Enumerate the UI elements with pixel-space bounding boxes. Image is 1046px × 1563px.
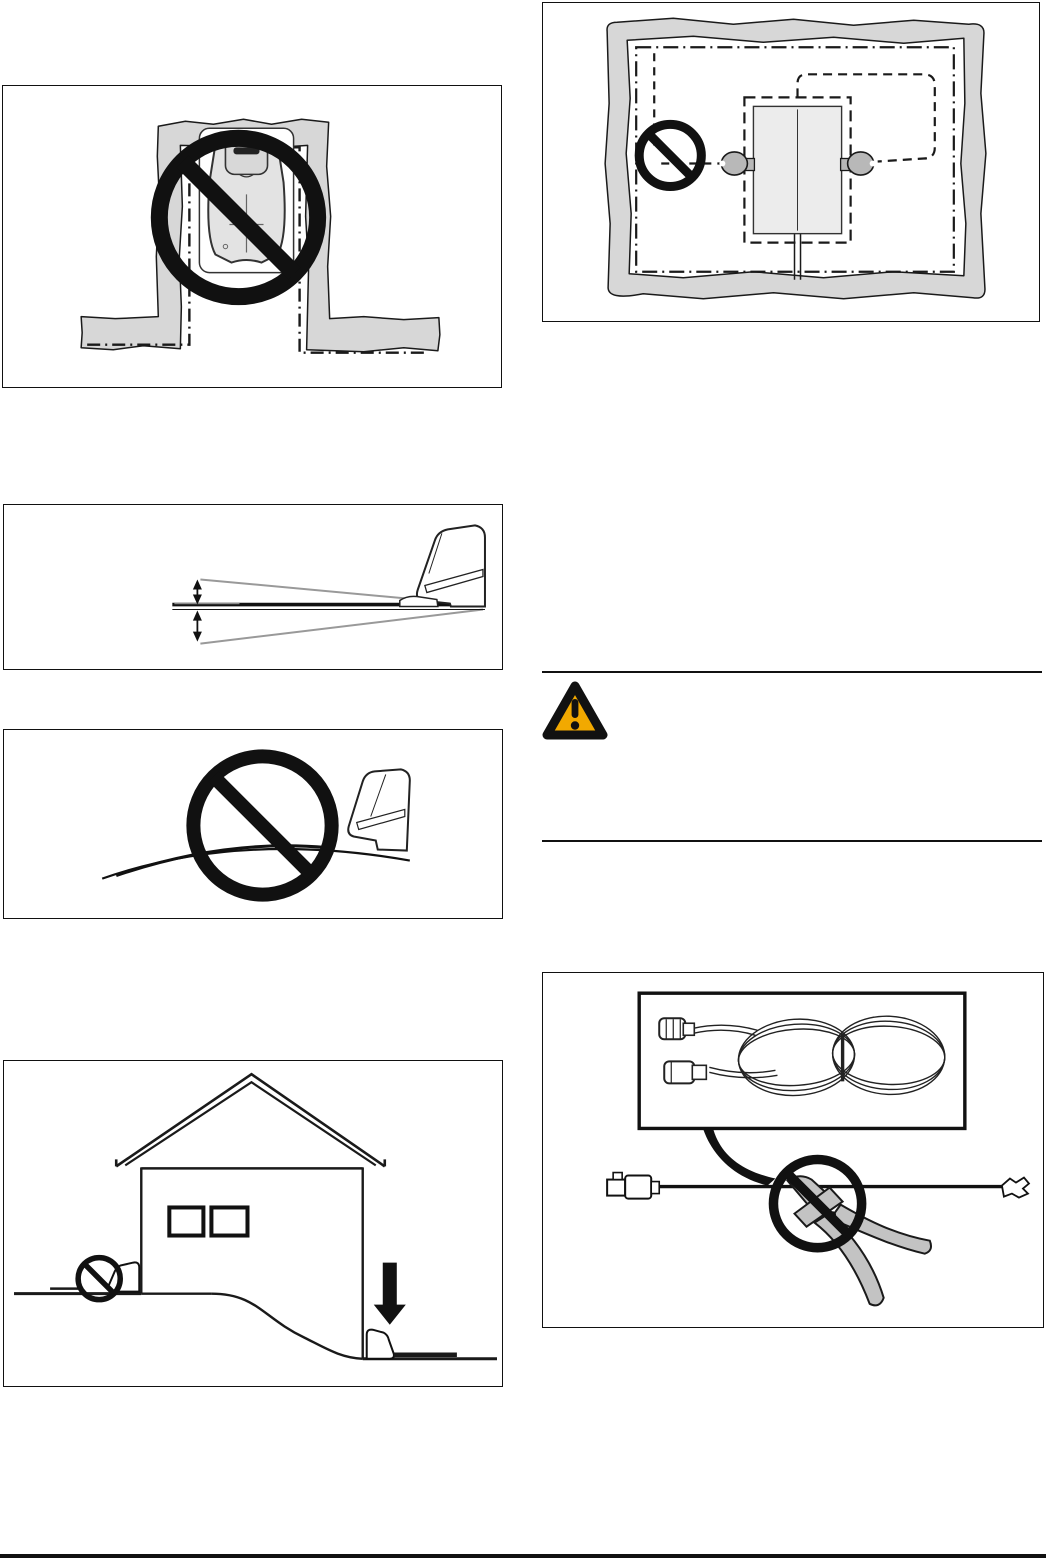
figure-do-not-cut-low-voltage-cable [542, 972, 1044, 1328]
guide-wire-connector-left [719, 152, 754, 175]
figure-station-baseplate-slope-tolerance [3, 504, 503, 670]
cable-connector-bottom [664, 1061, 706, 1083]
cable-end-right [1002, 1178, 1029, 1198]
house-slope-illustration [4, 1061, 502, 1386]
cable-cutting-illustration [543, 973, 1043, 1327]
garden-layout-illustration [543, 3, 1039, 321]
guide-wire-connector-right [841, 152, 876, 175]
pointer-arrow [703, 1129, 775, 1185]
warning-block-top-rule [542, 671, 1042, 673]
warning-block-bottom-rule [542, 840, 1042, 842]
prohibition-sign-icon [639, 124, 701, 186]
figure-station-at-lowest-level [3, 1060, 503, 1387]
uneven-ground-illustration [4, 730, 502, 918]
double-arrow-icon [193, 579, 202, 641]
figure-no-station-in-narrow-passage [2, 85, 502, 388]
figure-garden-guide-wire-routing [542, 2, 1040, 322]
prohibition-sign-icon [773, 1160, 861, 1248]
prohibition-sign-icon [193, 756, 331, 894]
figure-no-station-on-uneven-ground [3, 729, 503, 919]
footer-rule [0, 1554, 1046, 1558]
slope-tolerance-illustration [4, 505, 502, 669]
cable-plug-left [607, 1173, 659, 1199]
warning-triangle-icon [541, 679, 609, 743]
arrow-down-icon [374, 1263, 406, 1325]
narrow-passage-illustration [3, 86, 501, 387]
house-drawing [116, 1074, 385, 1359]
